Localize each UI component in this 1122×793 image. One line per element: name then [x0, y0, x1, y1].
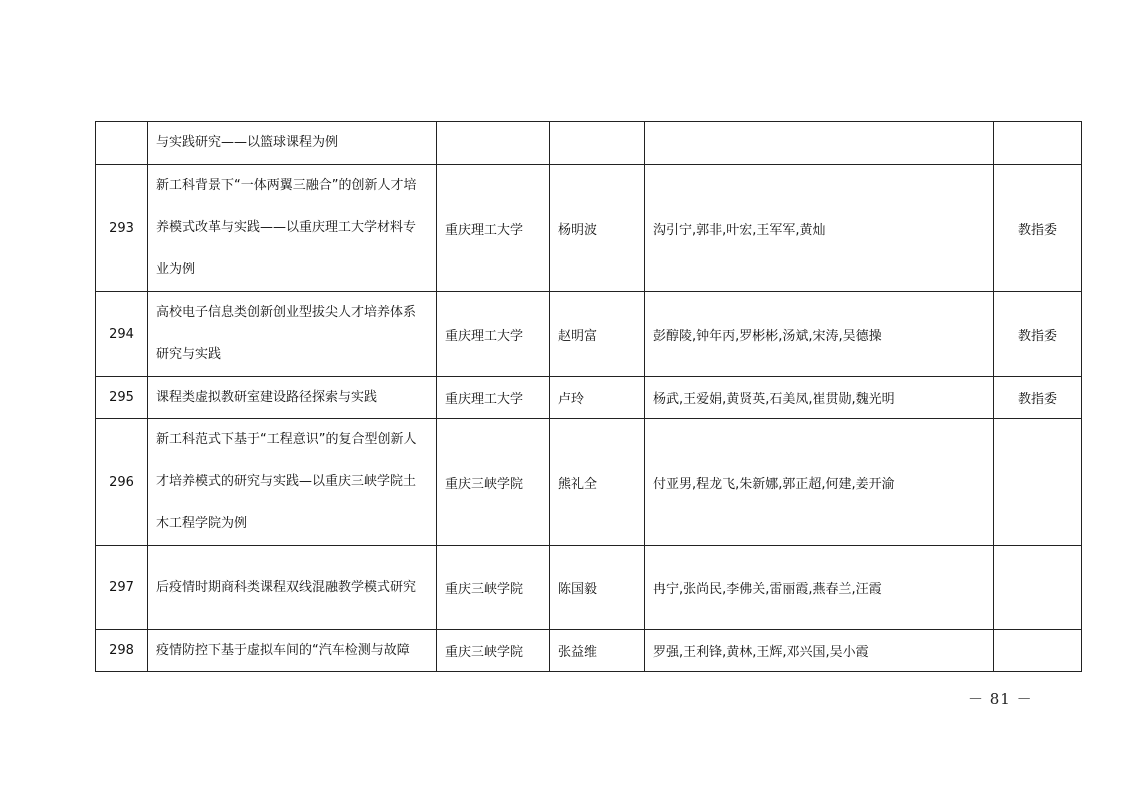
recommender: [994, 122, 1082, 165]
project-leader: 赵明富: [550, 292, 645, 377]
row-number: 297: [96, 546, 148, 630]
project-leader: 陈国毅: [550, 546, 645, 630]
row-number: 298: [96, 630, 148, 672]
recommender: 教指委: [994, 292, 1082, 377]
project-title: 后疫情时期商科类课程双线混融教学模式研究: [148, 546, 437, 630]
row-number: 296: [96, 419, 148, 546]
team-members: 付亚男,程龙飞,朱新娜,郭正超,何建,姜开渝: [645, 419, 994, 546]
recommender: [994, 546, 1082, 630]
table-row: [96, 165, 1082, 292]
school-name: 重庆理工大学: [437, 377, 550, 419]
team-members: 彭醇陵,钟年丙,罗彬彬,汤斌,宋涛,吴德操: [645, 292, 994, 377]
project-leader: 卢玲: [550, 377, 645, 419]
project-title: 新工科范式下基于“工程意识”的复合型创新人才培养模式的研究与实践—以重庆三峡学院土木工程学院为例: [148, 419, 437, 546]
team-members: 罗强,王利锋,黄林,王辉,邓兴国,吴小霞: [645, 630, 994, 672]
recommender: 教指委: [994, 377, 1082, 419]
project-title: 课程类虚拟教研室建设路径探索与实践: [148, 377, 437, 419]
project-title: 疫情防控下基于虚拟车间的“汽车检测与故障: [148, 630, 437, 672]
school-name: 重庆三峡学院: [437, 546, 550, 630]
page-number: － 81 －: [968, 690, 1033, 708]
team-members: 冉宁,张尚民,李佛关,雷丽霞,燕春兰,汪霞: [645, 546, 994, 630]
team-members: 杨武,王爱娟,黄贤英,石美凤,崔贯勋,魏光明: [645, 377, 994, 419]
row-number: [96, 122, 148, 165]
school-name: 重庆理工大学: [437, 292, 550, 377]
recommender: [994, 419, 1082, 546]
table-row: [96, 419, 1082, 546]
table-row: [96, 377, 1082, 419]
recommender: [994, 630, 1082, 672]
table-row: [96, 122, 1082, 165]
project-title: 与实践研究——以篮球课程为例: [148, 122, 437, 165]
row-number: 294: [96, 292, 148, 377]
project-title: 新工科背景下“一体两翼三融合”的创新人才培养模式改革与实践——以重庆理工大学材料专业为例: [148, 165, 437, 292]
recommender: 教指委: [994, 165, 1082, 292]
table-row: [96, 630, 1082, 672]
project-leader: 张益维: [550, 630, 645, 672]
school-name: 重庆三峡学院: [437, 419, 550, 546]
project-table: [95, 121, 1082, 672]
team-members: 沟引宁,郭非,叶宏,王军军,黄灿: [645, 165, 994, 292]
school-name: 重庆三峡学院: [437, 630, 550, 672]
school-name: [437, 122, 550, 165]
project-leader: 熊礼全: [550, 419, 645, 546]
table-row: [96, 546, 1082, 630]
table-row: [96, 292, 1082, 377]
team-members: [645, 122, 994, 165]
project-leader: 杨明波: [550, 165, 645, 292]
school-name: 重庆理工大学: [437, 165, 550, 292]
project-title: 高校电子信息类创新创业型拔尖人才培养体系研究与实践: [148, 292, 437, 377]
row-number: 293: [96, 165, 148, 292]
row-number: 295: [96, 377, 148, 419]
project-leader: [550, 122, 645, 165]
